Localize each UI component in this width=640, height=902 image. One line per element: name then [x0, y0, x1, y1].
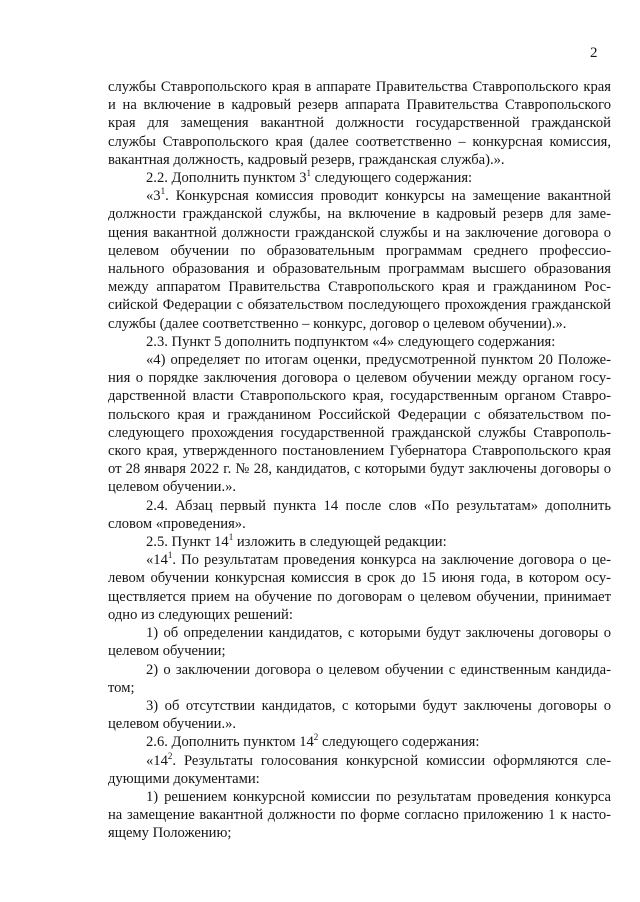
paragraph	[108, 697, 611, 733]
text-run: «14	[146, 552, 168, 569]
paragraph	[108, 497, 611, 533]
text-run: . Результаты голосования конкурсной комиссии оформляются следующими документами:	[108, 752, 611, 787]
text-run: «14	[146, 752, 168, 769]
superscript: 2	[167, 750, 173, 761]
text-run: . Конкурсная комиссия проводит конкурсы на замещение вакантной должности гражданской службы, на включение в кадровый резерв для замещения вакантной должности гражданской службы и на заключение договора о целевом обучении по образовательным программам среднего профессионального образования и образовательным программам высшего образования между аппаратом Правительства Ставропольского края и гражданином Российской Федерации с обязательством последующего прохождения гражданской службы (далее соответственно – конкурс, договор о целевом обучении).».	[108, 188, 611, 332]
paragraph	[108, 752, 611, 788]
superscript: 2	[313, 732, 319, 743]
text-run: изложить в следующей редакции:	[233, 534, 447, 551]
text-run: следующего содержания:	[311, 170, 473, 187]
text-run: 2.6. Дополнить пунктом 14	[146, 734, 314, 751]
text-run: «4) определяет по итогам оценки, предусмотренной пунктом 20 Положения о порядке заключения договора о целевом обучении между органом государственной власти Ставропольского края, государственным органом Ставропольского края и гражданином Российской Федерации с обязательством последующего прохождения государственной гражданской службы Ставропольского края, утвержденного постановлением Губернатора Ставропольского края от 28 января 2022 г. № 28, кандидатов, с которыми будут заключены договоры о целевом обучении.».	[108, 352, 611, 496]
paragraph	[108, 169, 611, 187]
paragraph	[108, 533, 611, 551]
paragraph	[108, 624, 611, 660]
paragraph	[108, 788, 611, 843]
superscript: 1	[306, 168, 311, 179]
paragraph	[108, 733, 611, 751]
text-run: 2) о заключении договора о целевом обучении с единственным кандидатом;	[108, 661, 611, 696]
text-run: 2.4. Абзац первый пункта 14 после слов «По результатам» дополнить словом «проведения».	[108, 497, 611, 532]
text-run: следующего содержания:	[318, 734, 480, 751]
text-run: 2.5. Пункт 14	[146, 534, 229, 551]
text-run: 1) решением конкурсной комиссии по результатам проведения конкурса на замещение вакантной должности по форме согласно приложению 1 к настоящему Положению;	[108, 788, 611, 842]
page-number: 2	[590, 45, 598, 61]
text-run: службы Ставропольского края в аппарате Правительства Ставропольского края и на включение в кадровый резерв аппарата Правительства Ставропольского края для замещения вакантной должности государственной гражданской службы Ставропольского края (далее соответственно – конкурсная комиссия, вакантная должность, кадровый резерв, гражданская служба).».	[108, 79, 611, 168]
text-run: 2.3. Пункт 5 дополнить подпунктом «4» следующего содержания:	[146, 333, 556, 350]
document-body	[108, 78, 611, 843]
superscript: 1	[160, 186, 166, 197]
text-run: . По результатам проведения конкурса на заключение договора о целевом обучении конкурсная комиссия в срок до 15 июня года, в котором осуществляется прием на обучение по договорам о целевом обучении, принимает одно из следующих решений:	[108, 552, 611, 623]
text-run: 2.2. Дополнить пунктом 3	[146, 170, 307, 187]
paragraph	[108, 187, 611, 333]
paragraph	[108, 661, 611, 697]
superscript: 1	[167, 550, 173, 561]
paragraph	[108, 351, 611, 497]
superscript: 1	[228, 532, 234, 543]
paragraph	[108, 551, 611, 624]
text-run: «3	[146, 188, 161, 205]
text-run: 3) об отсутствии кандидатов, с которыми будут заключены договоры о целевом обучении.».	[108, 697, 611, 733]
paragraph	[108, 78, 611, 169]
text-run: 1) об определении кандидатов, с которыми будут заключены договоры о целевом обучении;	[108, 625, 611, 660]
paragraph	[108, 333, 611, 351]
